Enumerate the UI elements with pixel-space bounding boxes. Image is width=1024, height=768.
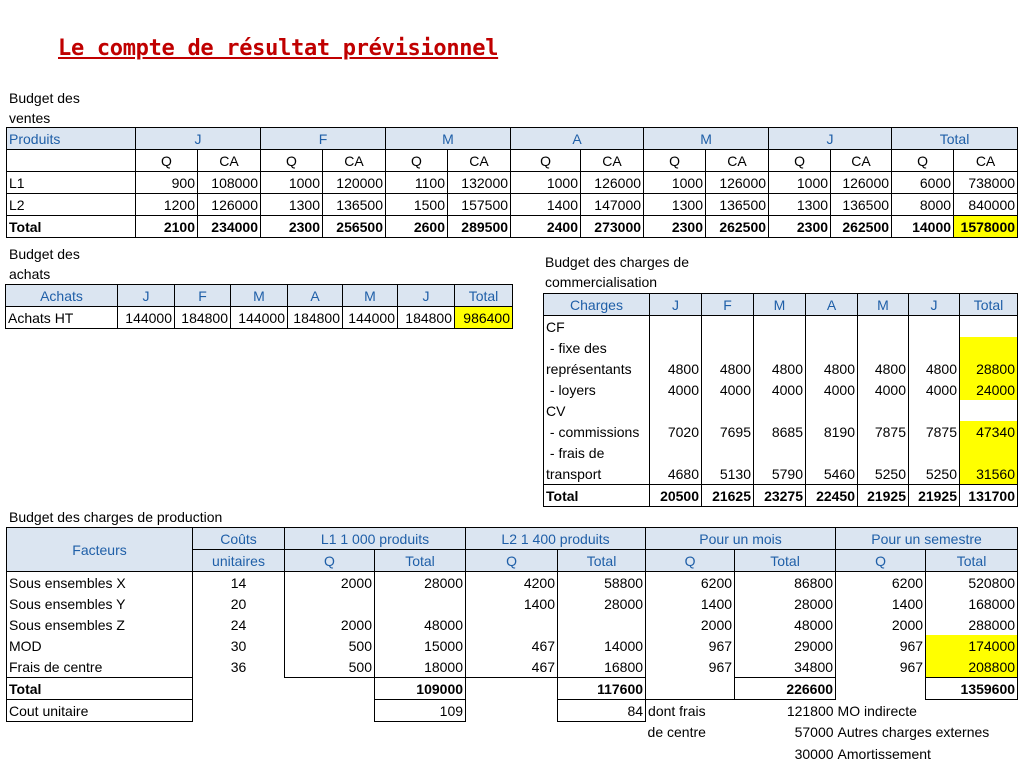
sales-cell: 1000 — [511, 172, 581, 194]
commercial-header: M — [858, 294, 909, 316]
production-cell: 1400 — [646, 593, 735, 614]
production-cell: 48000 — [735, 614, 836, 635]
sales-cell: 157500 — [448, 194, 511, 216]
sales-header-month: J — [769, 128, 892, 150]
commercial-cell: 5250 — [909, 463, 960, 485]
sales-header-total: Total — [892, 128, 1018, 150]
sales-cell: 1200 — [136, 194, 198, 216]
table-row — [544, 421, 1018, 442]
sales-total-row — [7, 216, 1018, 238]
production-subheader-q: Q — [466, 550, 558, 572]
table-row — [7, 172, 1018, 194]
page-title: Le compte de résultat prévisionnel — [58, 36, 499, 61]
sales-cell: 126000 — [831, 172, 892, 194]
commercial-cell: 5790 — [754, 463, 806, 485]
table-row — [6, 307, 513, 329]
purchases-cell: 144000 — [118, 307, 175, 329]
production-note-row — [7, 722, 1018, 744]
sales-cell: 147000 — [581, 194, 644, 216]
production-cell: 28000 — [558, 593, 646, 614]
sales-caption-line2: ventes — [9, 110, 51, 126]
sales-subheader-q: Q — [386, 150, 448, 172]
sales-cell: 2300 — [644, 216, 706, 238]
production-total-l1: 109000 — [375, 678, 466, 700]
commercial-header: M — [754, 294, 806, 316]
production-subheader-total: Total — [926, 550, 1018, 572]
sales-cell: 273000 — [581, 216, 644, 238]
purchases-caption-line1: Budget des — [9, 246, 80, 262]
purchases-header: Achats — [6, 285, 118, 307]
sales-subheader-ca: CA — [581, 150, 644, 172]
sales-cell: 126000 — [198, 194, 261, 216]
purchases-cell: 184800 — [288, 307, 343, 329]
production-cout-label: Cout unitaire — [7, 700, 193, 722]
commercial-cell: 21625 — [702, 485, 754, 507]
production-subheader-total: Total — [735, 550, 836, 572]
sales-cell: 1300 — [644, 194, 706, 216]
commercial-total-cell: 31560 — [960, 463, 1018, 485]
commercial-cell: 4680 — [650, 463, 702, 485]
production-subheader-q: Q — [285, 550, 375, 572]
commercial-header: J — [909, 294, 960, 316]
production-note-dont-line2: de centre — [647, 724, 706, 741]
sales-subheader-ca: CA — [706, 150, 769, 172]
production-unit-cost: 24 — [193, 614, 285, 635]
production-cell: 15000 — [375, 635, 466, 656]
sales-cell: 2300 — [769, 216, 831, 238]
commercial-header: J — [650, 294, 702, 316]
table-row — [544, 400, 1018, 421]
sales-subheader-ca: CA — [954, 150, 1018, 172]
sales-subheader-empty — [7, 150, 136, 172]
sales-cell: 126000 — [581, 172, 644, 194]
sales-subheader-ca: CA — [448, 150, 511, 172]
production-cell: 1400 — [466, 593, 558, 614]
production-note-value: 30000 — [794, 745, 834, 762]
commercial-cell: 4000 — [650, 379, 702, 400]
sales-cell: 1000 — [644, 172, 706, 194]
production-cell: 168000 — [926, 593, 1018, 614]
commercial-fixe-label-line2: représentants — [544, 358, 650, 379]
sales-cell: 2300 — [261, 216, 323, 238]
sales-cell: 8000 — [892, 194, 954, 216]
commercial-cell: 23275 — [754, 485, 806, 507]
purchases-header: M — [231, 285, 288, 307]
purchases-header: J — [398, 285, 455, 307]
production-cell: 520800 — [926, 572, 1018, 594]
sales-cell: 14000 — [892, 216, 954, 238]
commercial-cell: 7020 — [650, 421, 702, 442]
production-row-label: Sous ensembles Y — [7, 593, 193, 614]
purchases-header: A — [288, 285, 343, 307]
production-highlight-cell: 208800 — [926, 656, 1018, 678]
table-row — [7, 614, 1018, 635]
commercial-fixe-label-line1: - fixe des — [544, 337, 650, 358]
commercial-cell: 7875 — [909, 421, 960, 442]
commercial-cell: 4000 — [806, 379, 858, 400]
purchases-header: M — [343, 285, 398, 307]
production-header-group: Pour un mois — [646, 528, 836, 550]
commercial-cell: 4800 — [702, 358, 754, 379]
production-unit-cost-row — [7, 700, 1018, 722]
production-row-label: Sous ensembles X — [7, 572, 193, 594]
production-note-row — [7, 743, 1018, 764]
sales-cell: 1000 — [769, 172, 831, 194]
purchases-cell: 184800 — [398, 307, 455, 329]
commercial-cell: 4000 — [909, 379, 960, 400]
sales-caption — [9, 88, 80, 128]
table-row — [544, 379, 1018, 400]
table-row — [544, 358, 1018, 379]
sales-cell: 234000 — [198, 216, 261, 238]
sales-caption-line1: Budget des — [9, 90, 80, 106]
sales-cell: 132000 — [448, 172, 511, 194]
commercial-total-cell: 28800 — [960, 358, 1018, 379]
production-cell — [375, 593, 466, 614]
production-cell — [285, 593, 375, 614]
table-row — [544, 463, 1018, 485]
production-row-label: Frais de centre — [7, 656, 193, 678]
production-caption: Budget des charges de production — [9, 509, 223, 525]
sales-subheader-ca: CA — [831, 150, 892, 172]
commercial-cell: 7695 — [702, 421, 754, 442]
table-row — [7, 194, 1018, 216]
purchases-table — [5, 284, 513, 329]
sales-cell: 108000 — [198, 172, 261, 194]
commercial-commissions-label: - commissions — [544, 421, 650, 442]
commercial-cell: 4800 — [806, 358, 858, 379]
sales-cell: 126000 — [706, 172, 769, 194]
commercial-total-label: Total — [544, 485, 650, 507]
sales-header-month: F — [261, 128, 386, 150]
sales-header-month: M — [644, 128, 769, 150]
production-cell: 29000 — [735, 635, 836, 656]
purchases-cell: 144000 — [231, 307, 288, 329]
sales-header-month: M — [386, 128, 511, 150]
commercial-loyers-label: - loyers — [544, 379, 650, 400]
production-cell: 2000 — [646, 614, 735, 635]
production-row-label: Sous ensembles Z — [7, 614, 193, 635]
sales-row-label: L1 — [7, 172, 136, 194]
sales-subheader-q: Q — [136, 150, 198, 172]
purchases-header: J — [118, 285, 175, 307]
production-unit-cost: 20 — [193, 593, 285, 614]
commercial-total-row — [544, 485, 1018, 507]
sales-row-label: L2 — [7, 194, 136, 216]
sales-header-row — [7, 128, 1018, 150]
sales-cell: 1300 — [769, 194, 831, 216]
commercial-cell: 4800 — [754, 358, 806, 379]
purchases-cell: 184800 — [175, 307, 231, 329]
sales-cell: 262500 — [706, 216, 769, 238]
commercial-cell: 20500 — [650, 485, 702, 507]
commercial-cell: 5250 — [858, 463, 909, 485]
production-cell: 500 — [285, 635, 375, 656]
production-cell: 58800 — [558, 572, 646, 594]
sales-cell: 1000 — [261, 172, 323, 194]
purchases-row-label: Achats HT — [6, 307, 118, 329]
table-row — [7, 593, 1018, 614]
production-row-label: MOD — [7, 635, 193, 656]
production-cell: 288000 — [926, 614, 1018, 635]
commercial-cell: 4800 — [858, 358, 909, 379]
production-highlight-cell: 174000 — [926, 635, 1018, 656]
sales-cell: 136500 — [831, 194, 892, 216]
production-cell: 86800 — [735, 572, 836, 594]
commercial-cell: 4000 — [754, 379, 806, 400]
production-cell: 467 — [466, 635, 558, 656]
sales-subheader-q: Q — [892, 150, 954, 172]
production-note-dont-line1: dont frais — [648, 702, 706, 719]
commercial-header: A — [806, 294, 858, 316]
sales-cell: 2100 — [136, 216, 198, 238]
production-cout-l1: 109 — [375, 700, 466, 722]
production-cell: 467 — [466, 656, 558, 678]
sales-cell: 256500 — [323, 216, 386, 238]
production-note-text: Amortissement — [837, 745, 931, 762]
purchases-header: F — [175, 285, 231, 307]
commercial-caption — [545, 252, 689, 292]
production-unit-cost: 14 — [193, 572, 285, 594]
commercial-header: Total — [960, 294, 1018, 316]
table-row — [544, 316, 1018, 338]
sales-header-produits: Produits — [7, 128, 136, 150]
commercial-total-cell: 47340 — [960, 421, 1018, 442]
production-total-month: 226600 — [735, 678, 836, 700]
production-cell: 28000 — [735, 593, 836, 614]
production-cell — [558, 614, 646, 635]
sales-cell: 1300 — [261, 194, 323, 216]
commercial-table — [543, 293, 1018, 507]
commercial-cell: 4000 — [702, 379, 754, 400]
production-cell: 6200 — [646, 572, 735, 594]
production-cell: 967 — [646, 635, 735, 656]
production-subheader-total: Total — [375, 550, 466, 572]
production-note-value: 57000 — [794, 724, 834, 741]
production-header-row — [7, 528, 1018, 550]
sales-cell: 120000 — [323, 172, 386, 194]
production-cell: 34800 — [735, 656, 836, 678]
sales-cell: 840000 — [954, 194, 1018, 216]
production-cout-l2: 84 — [558, 700, 646, 722]
production-total-row — [7, 678, 1018, 700]
sales-subheader-ca: CA — [323, 150, 386, 172]
purchases-caption — [9, 244, 80, 284]
production-cell: 2000 — [836, 614, 926, 635]
purchases-caption-line2: achats — [9, 266, 51, 282]
production-cell: 967 — [836, 635, 926, 656]
commercial-caption-line2: commercialisation — [545, 274, 658, 290]
commercial-header: Charges — [544, 294, 650, 316]
commercial-cell: 21925 — [858, 485, 909, 507]
commercial-total-cell: 24000 — [960, 379, 1018, 400]
sales-subheader-q: Q — [511, 150, 581, 172]
sales-cell: 1100 — [386, 172, 448, 194]
sales-subheader-ca: CA — [198, 150, 261, 172]
commercial-frais-label-line1: - frais de — [544, 442, 650, 463]
sales-table — [6, 127, 1018, 238]
sales-row-label: Total — [7, 216, 136, 238]
commercial-cell: 8685 — [754, 421, 806, 442]
sales-subheader-q: Q — [261, 150, 323, 172]
commercial-cf-label: CF — [544, 316, 650, 338]
production-cell: 14000 — [558, 635, 646, 656]
sales-header-month: J — [136, 128, 261, 150]
production-cell: 967 — [836, 656, 926, 678]
commercial-header: F — [702, 294, 754, 316]
sales-subheader-q: Q — [644, 150, 706, 172]
sales-grand-total: 1578000 — [954, 216, 1018, 238]
production-cell: 18000 — [375, 656, 466, 678]
sales-cell: 6000 — [892, 172, 954, 194]
production-total-semester: 1359600 — [926, 678, 1018, 700]
production-note-text: Autres charges externes — [837, 724, 990, 741]
production-header-group: Pour un semestre — [836, 528, 1018, 550]
sales-cell: 289500 — [448, 216, 511, 238]
table-row — [7, 656, 1018, 678]
production-total-label: Total — [7, 678, 193, 700]
sales-subheader-row — [7, 150, 1018, 172]
table-row — [7, 572, 1018, 594]
sales-cell: 2600 — [386, 216, 448, 238]
production-subheader-q: Q — [646, 550, 735, 572]
production-total-l2: 117600 — [558, 678, 646, 700]
commercial-cell: 5130 — [702, 463, 754, 485]
table-row — [544, 442, 1018, 463]
production-note-value: 121800 — [786, 702, 834, 719]
sales-cell: 738000 — [954, 172, 1018, 194]
commercial-caption-line1: Budget des charges de — [545, 254, 689, 270]
sales-cell: 262500 — [831, 216, 892, 238]
production-cell: 6200 — [836, 572, 926, 594]
production-unit-cost: 36 — [193, 656, 285, 678]
production-note-text: MO indirecte — [837, 702, 917, 719]
commercial-grand-total: 131700 — [960, 485, 1018, 507]
commercial-header-row — [544, 294, 1018, 316]
production-cell: 48000 — [375, 614, 466, 635]
purchases-header: Total — [455, 285, 513, 307]
sales-cell: 136500 — [706, 194, 769, 216]
production-table — [6, 527, 1018, 764]
table-row — [7, 635, 1018, 656]
production-cell: 967 — [646, 656, 735, 678]
production-cell: 2000 — [285, 572, 375, 594]
production-cell: 500 — [285, 656, 375, 678]
production-cell: 4200 — [466, 572, 558, 594]
production-unit-cost: 30 — [193, 635, 285, 656]
production-cell — [466, 614, 558, 635]
production-cell: 28000 — [375, 572, 466, 594]
commercial-cell: 22450 — [806, 485, 858, 507]
commercial-cv-label: CV — [544, 400, 650, 421]
production-cell: 2000 — [285, 614, 375, 635]
production-header-couts-line1: Coûts — [193, 528, 285, 550]
sales-subheader-q: Q — [769, 150, 831, 172]
sales-cell: 1400 — [511, 194, 581, 216]
sales-cell: 136500 — [323, 194, 386, 216]
commercial-cell: 4000 — [858, 379, 909, 400]
production-subheader-total: Total — [558, 550, 646, 572]
commercial-frais-label-line2: transport — [544, 463, 650, 485]
commercial-cell: 8190 — [806, 421, 858, 442]
sales-cell: 2400 — [511, 216, 581, 238]
purchases-cell: 144000 — [343, 307, 398, 329]
production-header-group: L2 1 400 produits — [466, 528, 646, 550]
production-cell: 16800 — [558, 656, 646, 678]
sales-cell: 900 — [136, 172, 198, 194]
production-subheader-q: Q — [836, 550, 926, 572]
commercial-cell: 5460 — [806, 463, 858, 485]
sales-header-month: A — [511, 128, 644, 150]
commercial-cell: 21925 — [909, 485, 960, 507]
sales-cell: 1500 — [386, 194, 448, 216]
production-header-facteurs: Facteurs — [7, 528, 193, 572]
production-header-couts-line2: unitaires — [193, 550, 285, 572]
purchases-total: 986400 — [455, 307, 513, 329]
production-cell: 1400 — [836, 593, 926, 614]
commercial-cell: 7875 — [858, 421, 909, 442]
commercial-cell: 4800 — [909, 358, 960, 379]
production-header-group: L1 1 000 produits — [285, 528, 466, 550]
table-row — [544, 337, 1018, 358]
purchases-header-row — [6, 285, 513, 307]
commercial-cell: 4800 — [650, 358, 702, 379]
